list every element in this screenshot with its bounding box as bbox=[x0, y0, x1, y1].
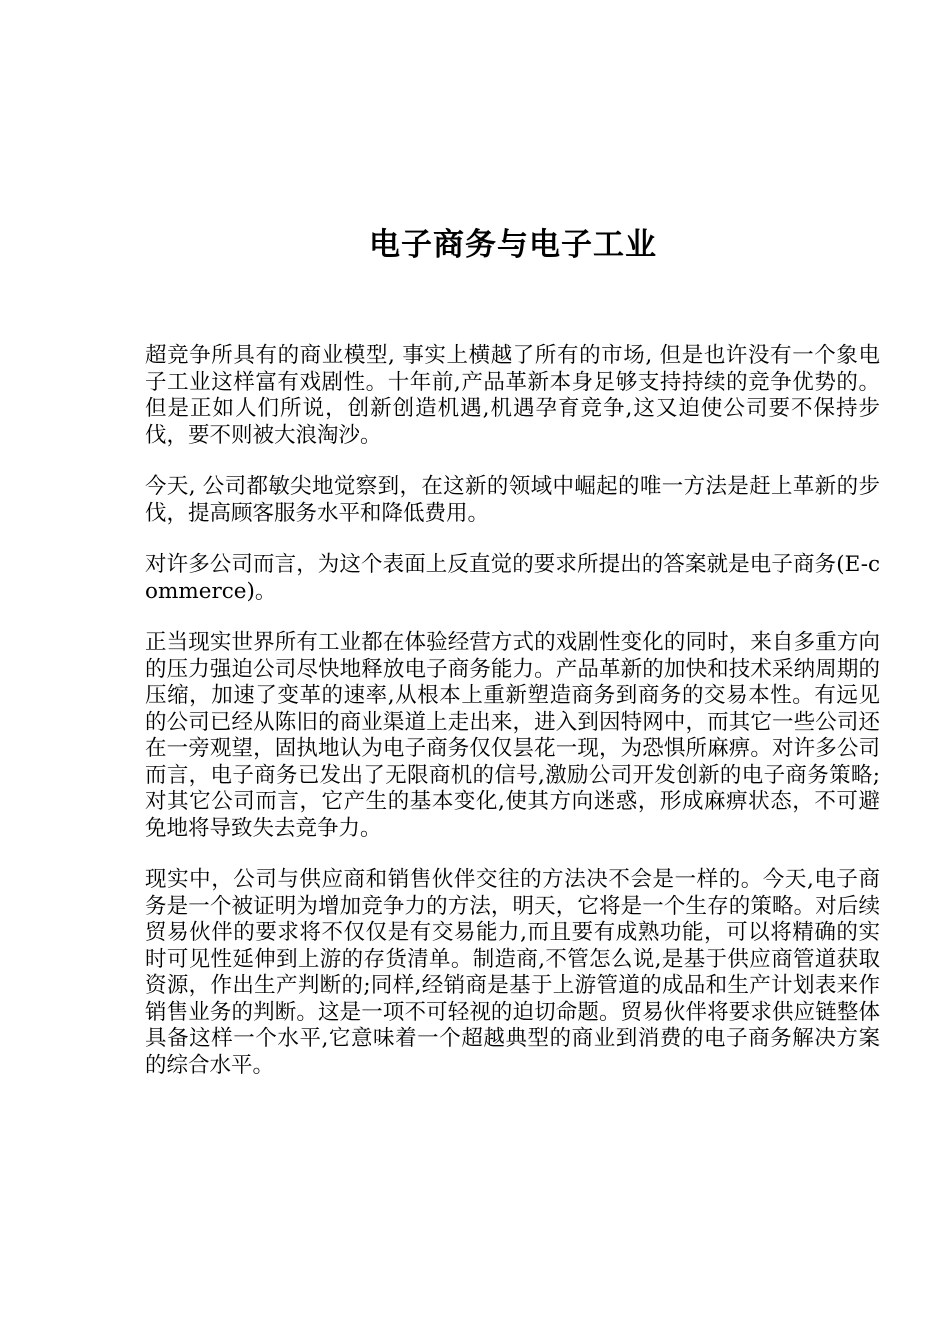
paragraph: 正当现实世界所有工业都在体验经营方式的戏剧性变化的同时，来自多重方向的压力强迫公司尽快地释放电子商务能力。产品革新的加快和技术采纳周期的压缩，加速了变革的速率,从根本上重新塑造商务到商务的交易本性。有远见的公司已经从陈旧的商业渠道上走出来，进入到因特网中，而其它一些公司还在一旁观望，固执地认为电子商务仅仅昙花一现，为恐惧所麻痹。对许多公司而言，电子商务已发出了无限商机的信号,激励公司开发创新的电子商务策略;对其它公司而言，它产生的基本变化,使其方向迷惑，形成麻痹状态，不可避免地将导致失去竞争力。 bbox=[145, 630, 880, 841]
paragraph: 现实中，公司与供应商和销售伙伴交往的方法决不会是一样的。今天,电子商务是一个被证明为增加竞争力的方法，明天，它将是一个生存的策略。对后续贸易伙伴的要求将不仅仅是有交易能力,而且要有成熟功能，可以将精确的实时可见性延伸到上游的存货清单。制造商,不管怎么说,是基于供应商管道获取资源，作出生产判断的;同样,经销商是基于上游管道的成品和生产计划表来作销售业务的判断。这是一项不可轻视的迫切命题。贸易伙伴将要求供应链整体具备这样一个水平,它意味着一个超越典型的商业到消费的电子商务解决方案的综合水平。 bbox=[145, 867, 880, 1078]
paragraph: 今天, 公司都敏尖地觉察到，在这新的领域中崛起的唯一方法是赶上革新的步伐，提高顾客服务水平和降低费用。 bbox=[145, 474, 880, 526]
paragraph: 超竞争所具有的商业模型, 事实上横越了所有的市场, 但是也许没有一个象电子工业这样富有戏剧性。十年前,产品革新本身足够支持持续的竞争优势的。但是正如人们所说，创新创造机遇,机遇孕育竞争,这又迫使公司要不保持步伐，要不则被大浪淘沙。 bbox=[145, 343, 880, 448]
paragraph: 对许多公司而言，为这个表面上反直觉的要求所提出的答案就是电子商务(E-commerce)。 bbox=[145, 552, 880, 604]
document-body bbox=[145, 343, 880, 1104]
document-title: 电子商务与电子工业 bbox=[369, 227, 657, 263]
